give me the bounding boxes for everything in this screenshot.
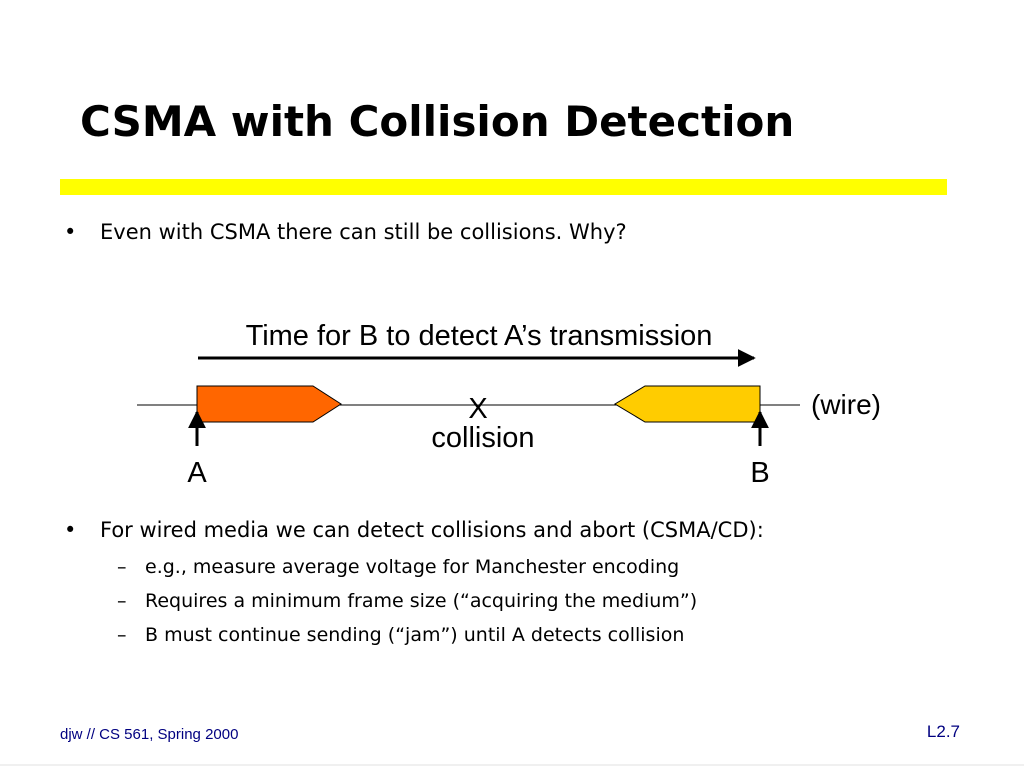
frame-b <box>615 386 760 422</box>
station-a-label: A <box>187 457 207 489</box>
time-label: Time for B to detect A’s transmission <box>245 320 713 352</box>
sub-bullet-text: e.g., measure average voltage for Manchester encoding <box>145 556 680 578</box>
station-b-label: B <box>750 457 770 489</box>
frame-a <box>197 386 341 422</box>
sub-bullet-marker: – <box>117 556 127 578</box>
sub-bullet-text: B must continue sending (“jam”) until A detects collision <box>145 624 685 646</box>
sub-bullet-text: Requires a minimum frame size (“acquiring the medium”) <box>145 590 698 612</box>
bottom-divider <box>0 764 1024 766</box>
sub-bullet-marker: – <box>117 624 127 646</box>
collision-label: collision <box>431 422 535 454</box>
footer-course-info: djw // CS 561, Spring 2000 <box>60 726 239 743</box>
collision-x-mark: X <box>468 393 488 425</box>
wire-label: (wire) <box>811 389 881 420</box>
slide-title: CSMA with Collision Detection <box>80 97 795 146</box>
bullet-text: For wired media we can detect collisions and abort (CSMA/CD): <box>100 518 764 542</box>
footer-slide-number: L2.7 <box>926 722 960 741</box>
bullet-marker: • <box>64 220 77 244</box>
sub-bullet-marker: – <box>117 590 127 612</box>
bullet-marker: • <box>64 518 77 542</box>
bullet-text: Even with CSMA there can still be collisions. Why? <box>100 220 627 244</box>
